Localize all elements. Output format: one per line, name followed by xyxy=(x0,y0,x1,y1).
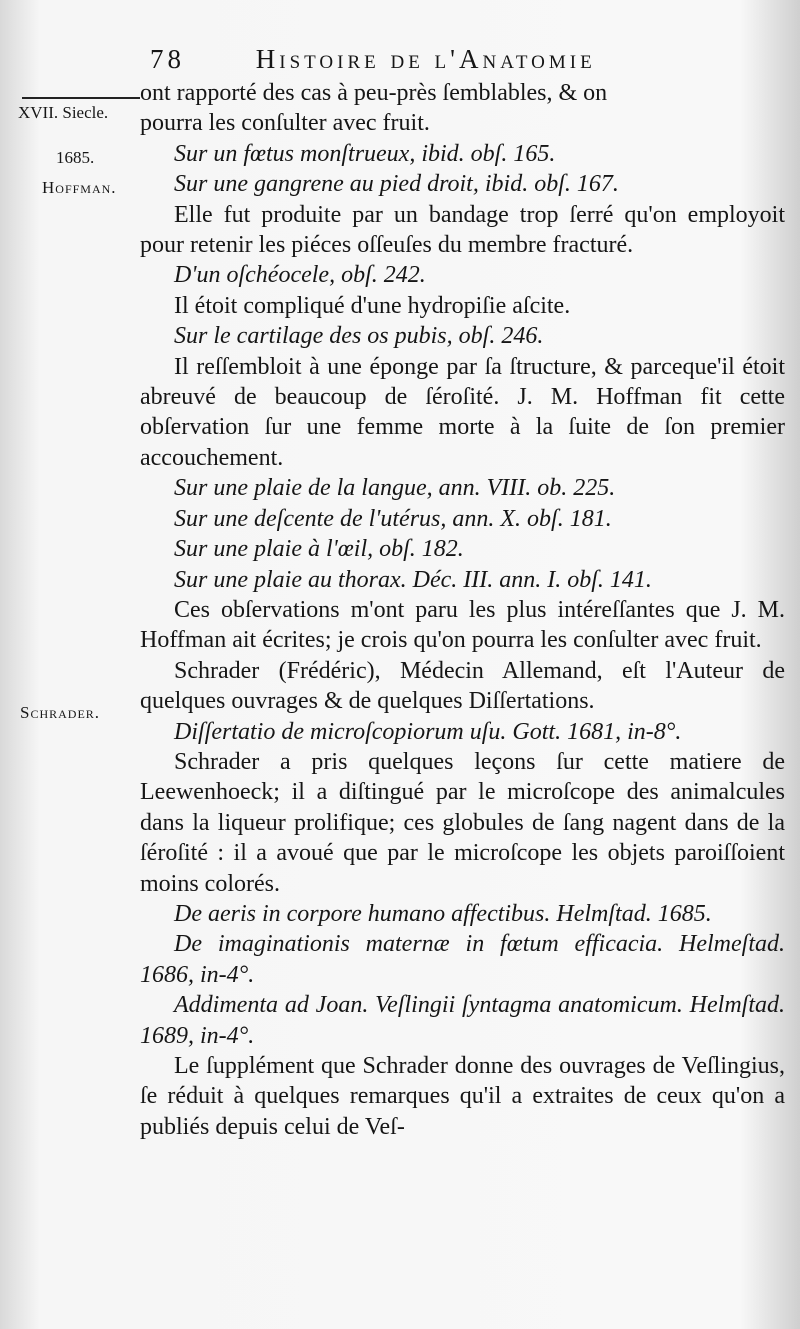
entry-title: De imaginationis maternæ in fœtum efficacia. Helmeſtad. 1686, in-4°. xyxy=(140,931,785,988)
entry-title: Addimenta ad Joan. Veſlingii ſyntagma anatomicum. Helmſtad. 1689, in-4°. xyxy=(140,992,785,1049)
paragraph: Le ſupplément que Schrader donne des ouvrages de Veſlingius, ſe réduit à quelques remarques qu'il a extraites de ceux qu'on a publiés depuis celui de Veſ- xyxy=(140,1053,785,1140)
entry-title: Sur une plaie au thorax. Déc. III. ann. I. obſ. 141. xyxy=(174,566,652,593)
entry-title: Sur un fœtus monſtrueux, ibid. obſ. 165. xyxy=(174,140,556,167)
entry-title: Sur une plaie à l'œil, obſ. 182. xyxy=(174,536,464,563)
text-line: ont rapporté des cas à peu-près ſemblables, & on xyxy=(140,80,608,106)
entry-title: D'un oſchéocele, obſ. 242. xyxy=(174,262,426,289)
paragraph: Il étoit compliqué d'une hydropiſie aſcite. xyxy=(174,292,571,319)
entry-title: Sur le cartilage des os pubis, obſ. 246. xyxy=(174,323,544,350)
entry-title: Diſſertatio de microſcopiorum uſu. Gott. 1681, in-8°. xyxy=(174,718,682,745)
paragraph: Ces obſervations m'ont paru les plus intéreſſantes que J. M. Hoffman ait écrites; je crois qu'on pourra les conſulter avec fruit. xyxy=(140,596,785,654)
text-line: pourra les conſulter avec fruit. xyxy=(140,110,430,137)
entry-title: Sur une deſcente de l'utérus, ann. X. obſ. 181. xyxy=(174,505,612,532)
paragraph: Il reſſembloit à une éponge par ſa ſtructure, & parceque'il étoit abreuvé de beaucoup de ſéroſité. J. M. Hoffman fit cette obſervation ſur une femme morte à la ſuite de ſon premier accouchement. xyxy=(140,353,785,471)
entry-title: De aeris in corpore humano affectibus. Helmſtad. 1685. xyxy=(174,900,712,927)
entry-title: Sur une plaie de la langue, ann. VIII. ob. 225. xyxy=(174,475,616,502)
paragraph: Schrader (Frédéric), Médecin Allemand, eſt l'Auteur de quelques ouvrages & de quelques Diſſertations. xyxy=(140,657,785,715)
margin-century: XVII. Siecle. xyxy=(18,103,109,122)
page-body xyxy=(140,78,785,1142)
paragraph: Elle fut produite par un bandage trop ſerré qu'on employoit pour retenir les piéces oſſeuſes du membre fracturé. xyxy=(140,201,785,259)
paragraph: Schrader a pris quelques leçons ſur cette matiere de Leewenhoeck; il a diſtingué par le microſcope des animalcules dans la liqueur prolifique; ces globules de ſang nagent dans de la ſéroſité : il a avoué que par le microſcope les objets paroiſſoient moins colorés. xyxy=(140,748,785,897)
margin-author-hoffman: Hoffman. xyxy=(42,178,117,197)
margin-rule xyxy=(22,97,140,99)
running-title: Histoire de l'Anatomie xyxy=(255,44,596,74)
page-number: 78 xyxy=(150,44,185,74)
margin-author-schrader: Schrader. xyxy=(20,703,101,722)
page-header xyxy=(150,44,790,75)
entry-title: Sur une gangrene au pied droit, ibid. obſ. 167. xyxy=(174,171,619,198)
margin-year: 1685. xyxy=(56,148,95,167)
